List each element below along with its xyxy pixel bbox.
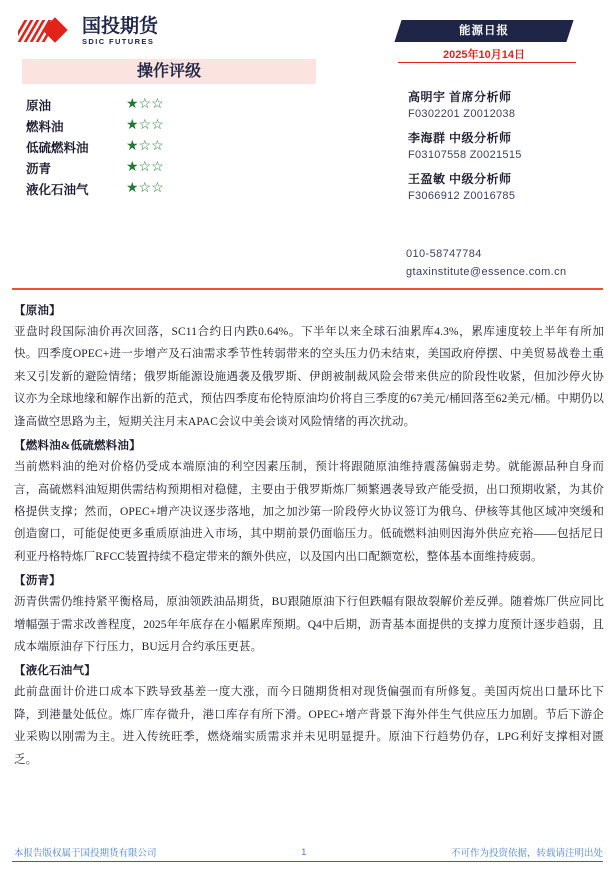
rating-panel-title: 操作评级 [22, 59, 316, 84]
section-heading-lpg: 【液化石油气】 [14, 665, 96, 678]
analyst-name: 高明宇 首席分析师 [408, 90, 512, 104]
contact-block [406, 248, 615, 284]
section-text-crude-oil: 亚盘时段国际油价再次回落，SC11合约日内跌0.64%。下半年以来全球石油累库4.3%，累库速度较上半年有所加快。四季度OPEC+进一步增产及石油需求季节性转弱带来的空头压力仍未结束，美国政府停摆、中美贸易战卷土重来又引发新的避险情绪；俄罗斯能源设施遇袭及俄罗斯、伊朗被制裁风险会带来供应的阶段性收紧，但加沙停火协议亦为全球地缘和解作出新的范式，预估四季度布伦特原油均价将自三季度的67美元/桶回落至62美元/桶。中期仍以逢高做空思路为主，短期关注月末APAC会议中美会谈对风险情绪的再次扰动。 [14, 326, 604, 428]
analyst-license-code: F3066912 Z0016785 [408, 190, 516, 202]
section-text-fuel-oil: 当前燃料油的绝对价格仍受成本端原油的利空因素压制，预计将跟随原油维持震荡偏弱走势。就能源品种自身而言，高硫燃料油短期供需结构预期相对稳健，主要由于俄罗斯炼厂频繁遇袭导致产能受损，出口预期收紧，为其价格提供支撑；然而，OPEC+增产决议逐步落地，加之加沙第一阶段停火协议签订为俄乌、伊核等其他区域冲突缓和创造窗口，可能促使更多重质原油进入市场，其中期前景仍面临压力。低硫燃料油则因海外供应充裕——包括尼日利亚丹格特炼厂RFCC装置持续不稳定带来的额外供应，以及国内出口配额宽松，整体基本面维持疲弱。 [14, 461, 604, 563]
rating-item-label: 燃料油 [26, 119, 64, 134]
report-date: 2025年10月14日 [443, 49, 525, 61]
section-text-lpg: 此前盘面计价进口成本下跌导致基差一度大涨，而今日随期货相对现货偏强而有所修复。美国丙烷出口量环比下降，到港量处低位。炼厂库存微升，港口库存有所下滑。OPEC+增产背景下海外伴生气供应压力加剧。节后下游企业采购以刚需为主。进入传统旺季，燃烧端实质需求并未见明显提升。原油下行趋势仍存，LPG利好支撑相对匮乏。 [14, 686, 604, 766]
logo-company-name-en: SDIC FUTURES [82, 36, 155, 46]
footer-page-number: 1 [301, 846, 307, 858]
rating-row [26, 157, 326, 178]
report-type-badge [398, 20, 570, 42]
rating-item-label: 原油 [26, 98, 52, 113]
logo-text [82, 17, 158, 46]
footer-divider [12, 861, 603, 862]
rating-row [26, 136, 326, 157]
rating-row [26, 115, 326, 136]
rating-stars: ★☆☆ [126, 159, 164, 175]
rating-item-label: 沥青 [26, 161, 52, 176]
section-heading-fuel-oil: 【燃料油&低硫燃料油】 [14, 440, 141, 453]
report-header [0, 0, 615, 280]
rating-stars: ★☆☆ [126, 138, 164, 154]
rating-item-label: 液化石油气 [26, 182, 89, 197]
rating-stars: ★☆☆ [126, 96, 164, 112]
rating-row [26, 94, 326, 115]
rating-list [26, 94, 326, 199]
section-heading-crude-oil: 【原油】 [14, 305, 61, 317]
rating-item-label: 低硫燃料油 [26, 140, 89, 155]
rating-stars: ★☆☆ [126, 117, 164, 133]
analyst-license-code: F03107558 Z0021515 [408, 149, 522, 161]
analyst-list [408, 88, 608, 211]
analyst-name: 王盈敏 中级分析师 [408, 172, 512, 186]
analyst-license-code: F0302201 Z0012038 [408, 108, 516, 120]
analyst-name: 李海群 中级分析师 [408, 131, 512, 145]
contact-phone: 010-58747784 [406, 248, 482, 260]
badge-label: 能源日报 [459, 25, 509, 37]
company-logo [18, 14, 158, 48]
report-footer [14, 845, 603, 859]
rating-stars: ★☆☆ [126, 180, 164, 196]
header-divider [12, 288, 603, 290]
footer-copyright: 本报告版权属于国投期货有限公司 [14, 848, 157, 859]
section-text-bitumen: 沥青供需仍维持紧平衡格局，原油领跌油品期货，BU跟随原油下行但跌幅有限故裂解价差反弹。随着炼厂供应同比增幅强于需求改善程度，2025年年底存在小幅累库预期。Q4中后期，沥青基本面提供的支撑力度预计逐步趋弱，且成本端原油存下行压力，BU远月合约承压更甚。 [14, 596, 604, 654]
report-body [14, 298, 604, 773]
section-heading-bitumen: 【沥青】 [14, 575, 61, 588]
footer-disclaimer: 不可作为投资依据，转载请注明出处 [450, 848, 603, 859]
contact-email[interactable]: gtaxinstitute@essence.com.cn [406, 266, 567, 278]
rating-row [26, 178, 326, 199]
logo-mark-icon [18, 18, 76, 44]
date-divider [398, 62, 576, 63]
logo-company-name-cn: 国投期货 [82, 15, 159, 37]
